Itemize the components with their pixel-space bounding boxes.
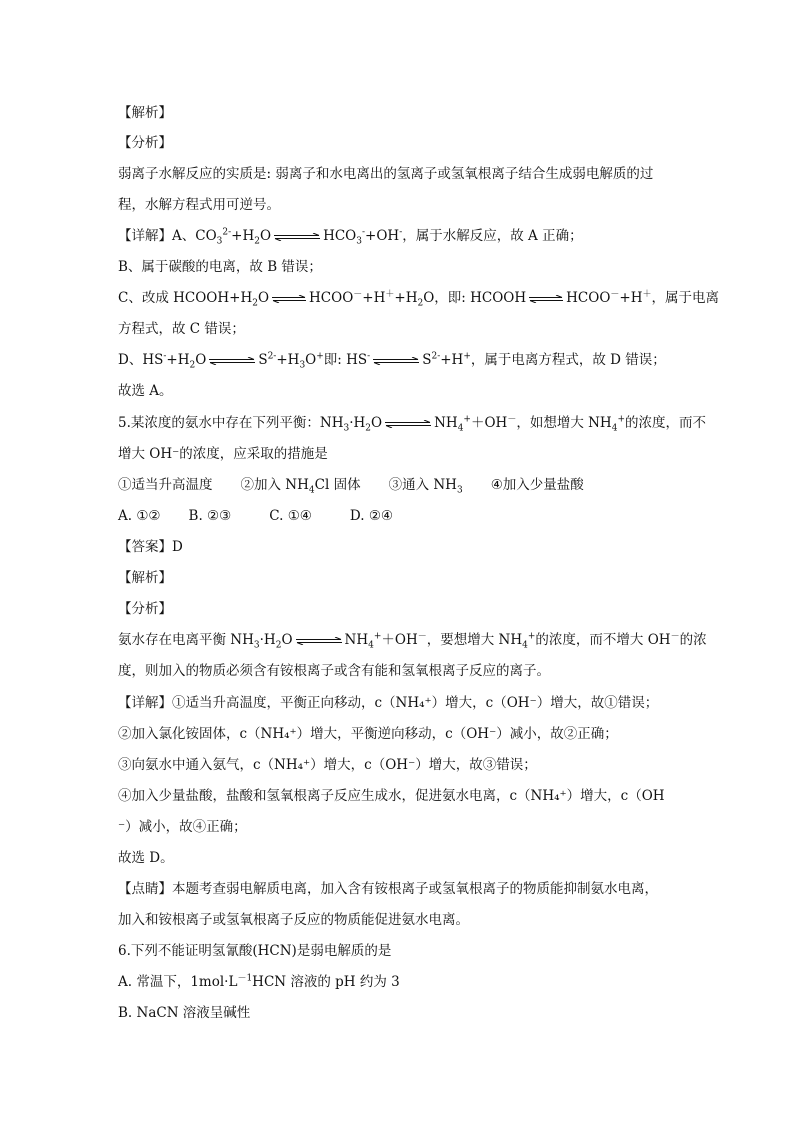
paragraph-line: 弱离子水解反应的实质是: 弱离子和水电离出的氢离子或氢氧根离子结合生成弱电解质的过 — [118, 166, 654, 182]
option-a: A. ①② — [118, 508, 161, 524]
equilibrium-arrow-icon — [295, 637, 343, 645]
paragraph-line: 【点睛】本题考查弱电解质电离，加入含有铵根离子或氢氧根离子的物质能抑制氨水电离， — [118, 881, 658, 897]
paragraph-line: 故选 A。 — [118, 383, 173, 399]
question-stem: 5.某浓度的氨水中存在下列平衡：$NH_3\cdot H_2O$ $NH_4^++OH^-$，如想增大 $NH_4^+$的浓度，而不 — [118, 414, 706, 434]
paragraph-line: ②加入氯化铵固体，c（NH₄⁺）增大，平衡逆向移动，c（OH⁻）减小，故②正确； — [118, 726, 618, 742]
question-conditions: ①适当升高温度 ②加入 $NH_4Cl$ 固体 ③通入 $NH_3$ ④加入少量盐酸 — [118, 477, 584, 496]
paragraph-line: 故选 D。 — [118, 850, 174, 866]
equilibrium-arrow-icon — [528, 295, 564, 303]
equilibrium-arrow-icon — [384, 420, 432, 428]
paragraph-line: 氨水存在电离平衡 $NH_3\cdot H_2O$ $NH_4^++OH^-$，要想增大 $NH_4^+$的浓度，而不增大 OH－的浓 — [118, 631, 707, 651]
option-c: C. ①④ — [269, 508, 312, 524]
paragraph-line: C、改成 $HCOOH+H_2O$ $HCOO^-+H^++H_2O$，即: HCOOH HCOO－+H＋，属于电离 — [118, 289, 720, 309]
equilibrium-arrow-icon — [273, 233, 321, 241]
paragraph-line: 度，则加入的物质必须含有铵根离子或含有能和氢氧根离子反应的离子。 — [118, 663, 550, 679]
answer-line: 【答案】D — [118, 539, 183, 555]
answer-option: B. NaCN 溶液呈碱性 — [118, 1005, 251, 1021]
paragraph-line: B、属于碳酸的电离，故 B 错误； — [118, 259, 322, 275]
section-heading-analysis: 【解析】 — [118, 570, 172, 586]
paragraph-line: D、$HS^-+H_2O$ $S^{2-}+H_3O^+$即: HS- $S^{2-}+H^+$，属于电离方程式，故 D 错误； — [118, 351, 666, 371]
paragraph-line: 方程式，故 C 错误； — [118, 321, 245, 337]
answer-options — [118, 507, 678, 525]
question-stem: 增大 OH⁻的浓度，应采取的措施是 — [118, 446, 328, 462]
option-d: D. ②④ — [349, 508, 394, 524]
answer-option: A. 常温下，$1mol\cdot L^{-1}HCN$ 溶液的 pH 约为 3 — [118, 973, 400, 990]
equilibrium-arrow-icon — [208, 357, 256, 365]
paragraph-line: 加入和铵根离子或氢氧根离子反应的物质能促进氨水电离。 — [118, 912, 469, 928]
paragraph-line: 【详解】①适当升高温度，平衡正向移动，c（NH₄⁺）增大，c（OH⁻）增大，故①错误； — [118, 695, 659, 711]
paragraph-line: ③向氨水中通入氨气，c（NH₄⁺）增大，c（OH⁻）增大，故③错误； — [118, 757, 537, 773]
option-b: B. ②③ — [188, 508, 232, 524]
equilibrium-arrow-icon — [271, 295, 307, 303]
equilibrium-arrow-icon — [372, 357, 420, 365]
paragraph-line: ⁻）减小，故④正确； — [118, 819, 247, 835]
question-stem: 6.下列不能证明氢氰酸(HCN)是弱电解质的是 — [118, 943, 392, 959]
paragraph-line: 【详解】A、$CO_3^{2-}+H_2O$ $HCO_3^-+OH^-$，属于水解反应，故 A 正确； — [118, 227, 583, 247]
paragraph-line: 程，水解方程式用可逆号。 — [118, 197, 280, 213]
section-heading-analysis: 【解析】 — [118, 105, 172, 121]
section-heading-reasoning: 【分析】 — [118, 135, 172, 151]
paragraph-line: ④加入少量盐酸，盐酸和氢氧根离子反应生成水，促进氨水电离，c（NH₄⁺）增大，c（OH — [118, 788, 665, 804]
section-heading-reasoning: 【分析】 — [118, 601, 172, 617]
